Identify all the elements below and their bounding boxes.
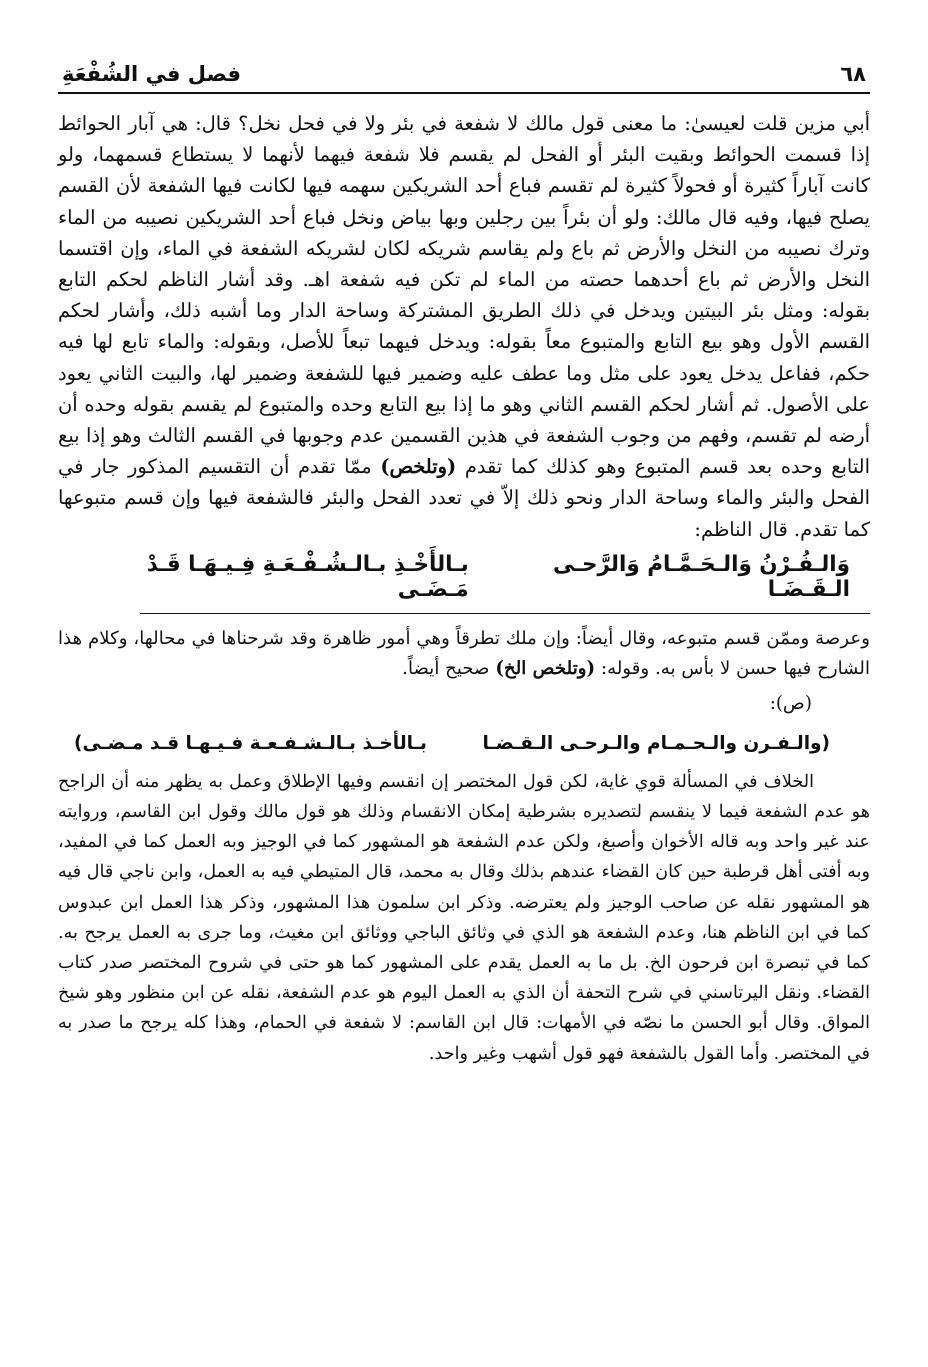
main-paragraph-end: ممّا تقدم أن التقسيم المذكور جار في الفحل والبئر والماء وساحة الدار ونحو ذلك إلاّ في تعدد الفحل والبئر فالشفعة فيها وإن قسم متبوعها كما تقدم. قال الناظم: [58, 455, 870, 541]
main-paragraph-start: أبي مزين قلت لعيسىٰ: ما معنى قول مالك لا شفعة في بئر ولا في فحل نخل؟ قال: هي آبار الحوائط إذا قسمت الحوائط وبقيت البئر أو الفحل لم يقسم فلا شفعة فيهما لأنهما لا يستطاع قسمهما، ولو كانت آباراً كثيرة أو فحولاً كثيرة لم تقسم فباع أحد الشريكين سهمه فيها لكانت فيها الشفعة لأن القسم يصلح فيها، وفيه قال مالك: ولو أن بئراً بين رجلين وبها بياض ونخل فباع أحد الشريكين نصيبه من الماء وترك نصيبه من النخل والأرض ثم باع ولم يقاسم شريكه لكان لشريكه الشفعة في الماء، وإن اقتسما النخل والأرض ثم باع أحدهما حصته من الماء لم تكن فيه شفعة اهـ. وقد أشار الناظم لحكم التابع بقوله: ومثل بئر البيتين ويدخل في ذلك الطريق المشتركة وساحة الدار وما أشبه ذلك، وأشار لحكم القسم الأول وهو بيع التابع والمتبوع معاً بقوله: ويدخل فيهما تبعاً للأصل، وبقوله: والماء تابع لها فيه حكم، ففاعل يدخل يعود على مثل وما عطف عليه وضمير فيها للشفعة وضمير لها، والبيت الثاني يعود على الأصول. ثم أشار لحكم القسم الثاني وهو ما إذا بيع التابع وحده والمتبوع لم يقسم بقوله وحده أن أرضه لم تقسم، وفهم من وجوب الشفعة في هذين القسمين عدم وجوبها في القسم الثالث وهو إذا بيع التابع وحده بعد قسم المتبوع وهو كذلك كما تقدم [58, 112, 870, 479]
footnote-verse-left: بـالأخـذ بـالـشـفـعـة فـيـهـا قـد مـضـى) [74, 733, 427, 755]
footnote-verse [74, 727, 830, 761]
header-rule [58, 92, 870, 94]
footnote-bold-term: (وتلخص الخ) [495, 658, 596, 680]
footnote-paragraph [58, 624, 870, 685]
main-bold-term: (وتلخص) [380, 455, 457, 479]
main-text [58, 108, 870, 545]
main-paragraph [58, 108, 870, 545]
page-header [58, 52, 870, 90]
sad-label: (ص): [769, 692, 812, 714]
footnote-rule [140, 613, 870, 614]
footnote-text [58, 624, 870, 685]
poem-verse [74, 551, 850, 602]
verse-right-hemistich: وَالـفُـرْنُ وَالـحَـمَّـامُ وَالرَّحـى الـقَـضَـا [552, 551, 850, 602]
chapter-title: فصل في الشُفْعَةِ [62, 62, 241, 86]
book-page [58, 52, 870, 1342]
commentary-text [58, 767, 870, 1069]
verse-left-hemistich: بـالأَخْـذِ بـالـشُـفْـعَـةِ فِـيـهَـا قَـدْ مَـضَـى [146, 551, 469, 602]
commentary-paragraph: الخلاف في المسألة قوي غاية، لكن قول المختصر إن انقسم وفيها الإطلاق وعمل به يظهر منه أن الراجح هو عدم الشفعة فيما لا ينقسم لتصديره بشرطية إمكان الانقسام وذلك هو قول مالك وقول ابن القاسم، وروايته عند غير واحد وبه قاله الأخوان وأصبغ، ولكن عدم الشفعة هو المشهور كما في الوجيز وبه العمل كما في المفيد، وبه أفتى أهل قرطبة حين كان القضاء عندهم بذلك وقال به محمد، قال المتيطي فيه به العمل، وابن ناجي قال فيه هو المشهور نقله عن صاحب الوجيز ولم يعترضه. وذكر ابن سلمون هذا المشهور، وذكر هذا العمل ابن عبدوس كما في ابن الناظم هنا، وعدم الشفعة هو الذي في وثائق الباجي ووثائق ابن مغيث، وما جرى به العمل يرجح به. كما في تبصرة ابن فرحون الخ. بل ما به العمل يقدم على المشهور كما هو حتى في شروح المختصر صدر كتاب القضاء. ونقل اليرتاسني في شرح التحفة أن الذي به العمل اليوم هو عدم الشفعة، نقله عن ابن منظور وهو شيخ المواق. وقال أبو الحسن ما نصّه في الأمهات: قال ابن القاسم: لا شفعة في الحمام، وهذا كله يرجح ما صدر به في المختصر. وأما القول بالشفعة فهو قول أشهب وغير واحد. [58, 771, 871, 1064]
footnote-verse-right: (والـفـرن والـحـمـام والـرحـى الـقـضـا [482, 733, 830, 755]
footnote-text-start: وعرصة وممّن قسم متبوعه، وقال أيضاً: وإن ملك تطرقاً وهي أمور ظاهرة وقد شرحناها في محالها، وكلام هذا الشارح فيها حسن لا بأس به. وقوله: [58, 627, 870, 680]
page-number: ٦٨ [840, 62, 866, 86]
footnote-text-end: صحيح أيضاً. [402, 658, 490, 680]
